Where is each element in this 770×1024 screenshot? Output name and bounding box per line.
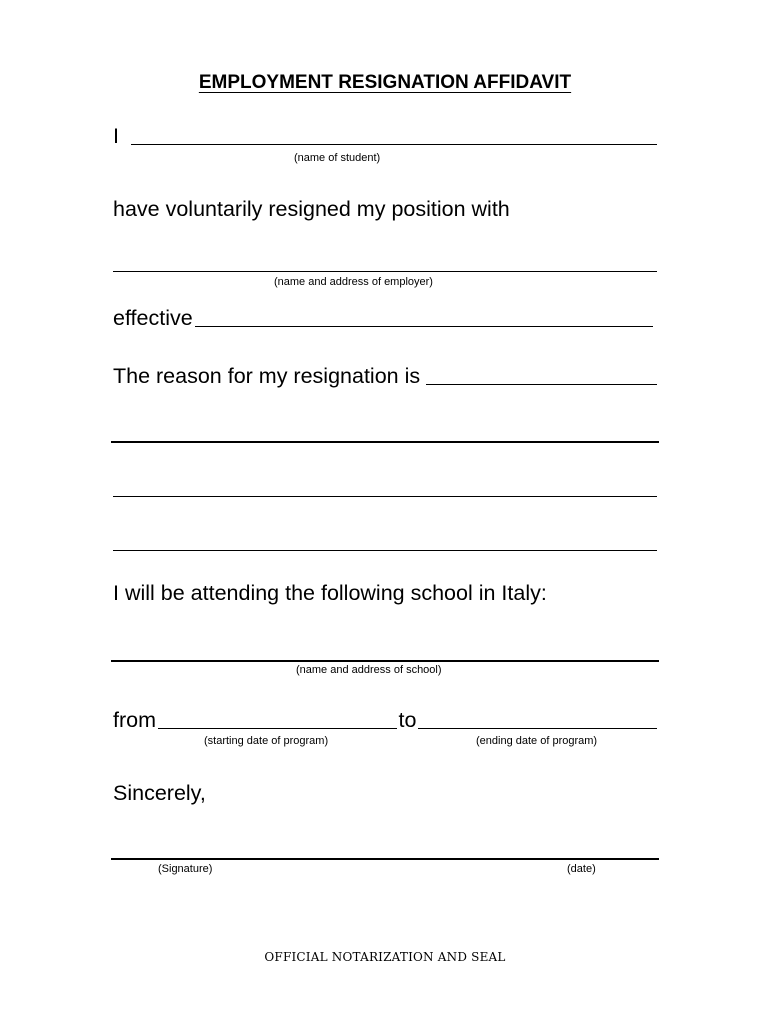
employer-caption: (name and address of employer) [274, 276, 433, 288]
reason-line-1[interactable] [426, 384, 657, 385]
effective-row [113, 308, 653, 330]
school-line[interactable] [111, 660, 659, 662]
notarization-footer: OFFICIAL NOTARIZATION AND SEAL [264, 950, 506, 964]
student-name-row [113, 126, 657, 148]
student-name-prefix: I [113, 124, 119, 148]
resigned-statement: have voluntarily resigned my position with [113, 197, 510, 221]
end-date-caption: (ending date of program) [476, 735, 598, 747]
date-caption: (date) [567, 863, 596, 875]
reason-line-3[interactable] [113, 496, 657, 497]
program-dates-row [113, 710, 657, 732]
start-date-caption: (starting date of program) [204, 735, 329, 747]
employer-line[interactable] [113, 271, 657, 272]
to-label: to [398, 708, 417, 732]
reason-line-2[interactable] [111, 441, 659, 443]
effective-date-line[interactable] [195, 326, 653, 327]
effective-label: effective [113, 306, 193, 330]
student-name-caption: (name of student) [294, 152, 381, 164]
school-statement: I will be attending the following school in Italy: [113, 581, 547, 605]
reason-row [113, 366, 657, 388]
from-label: from [113, 708, 156, 732]
school-caption: (name and address of school) [296, 664, 442, 676]
reason-label: The reason for my resignation is [113, 364, 421, 388]
end-date-line[interactable] [418, 728, 657, 729]
closing-salutation: Sincerely, [113, 781, 206, 805]
student-name-line[interactable] [131, 144, 657, 145]
signature-caption: (Signature) [158, 863, 213, 875]
document-title: EMPLOYMENT RESIGNATION AFFIDAVIT [198, 72, 572, 93]
start-date-line[interactable] [158, 728, 397, 729]
reason-line-4[interactable] [113, 550, 657, 551]
signature-line[interactable] [111, 858, 659, 860]
